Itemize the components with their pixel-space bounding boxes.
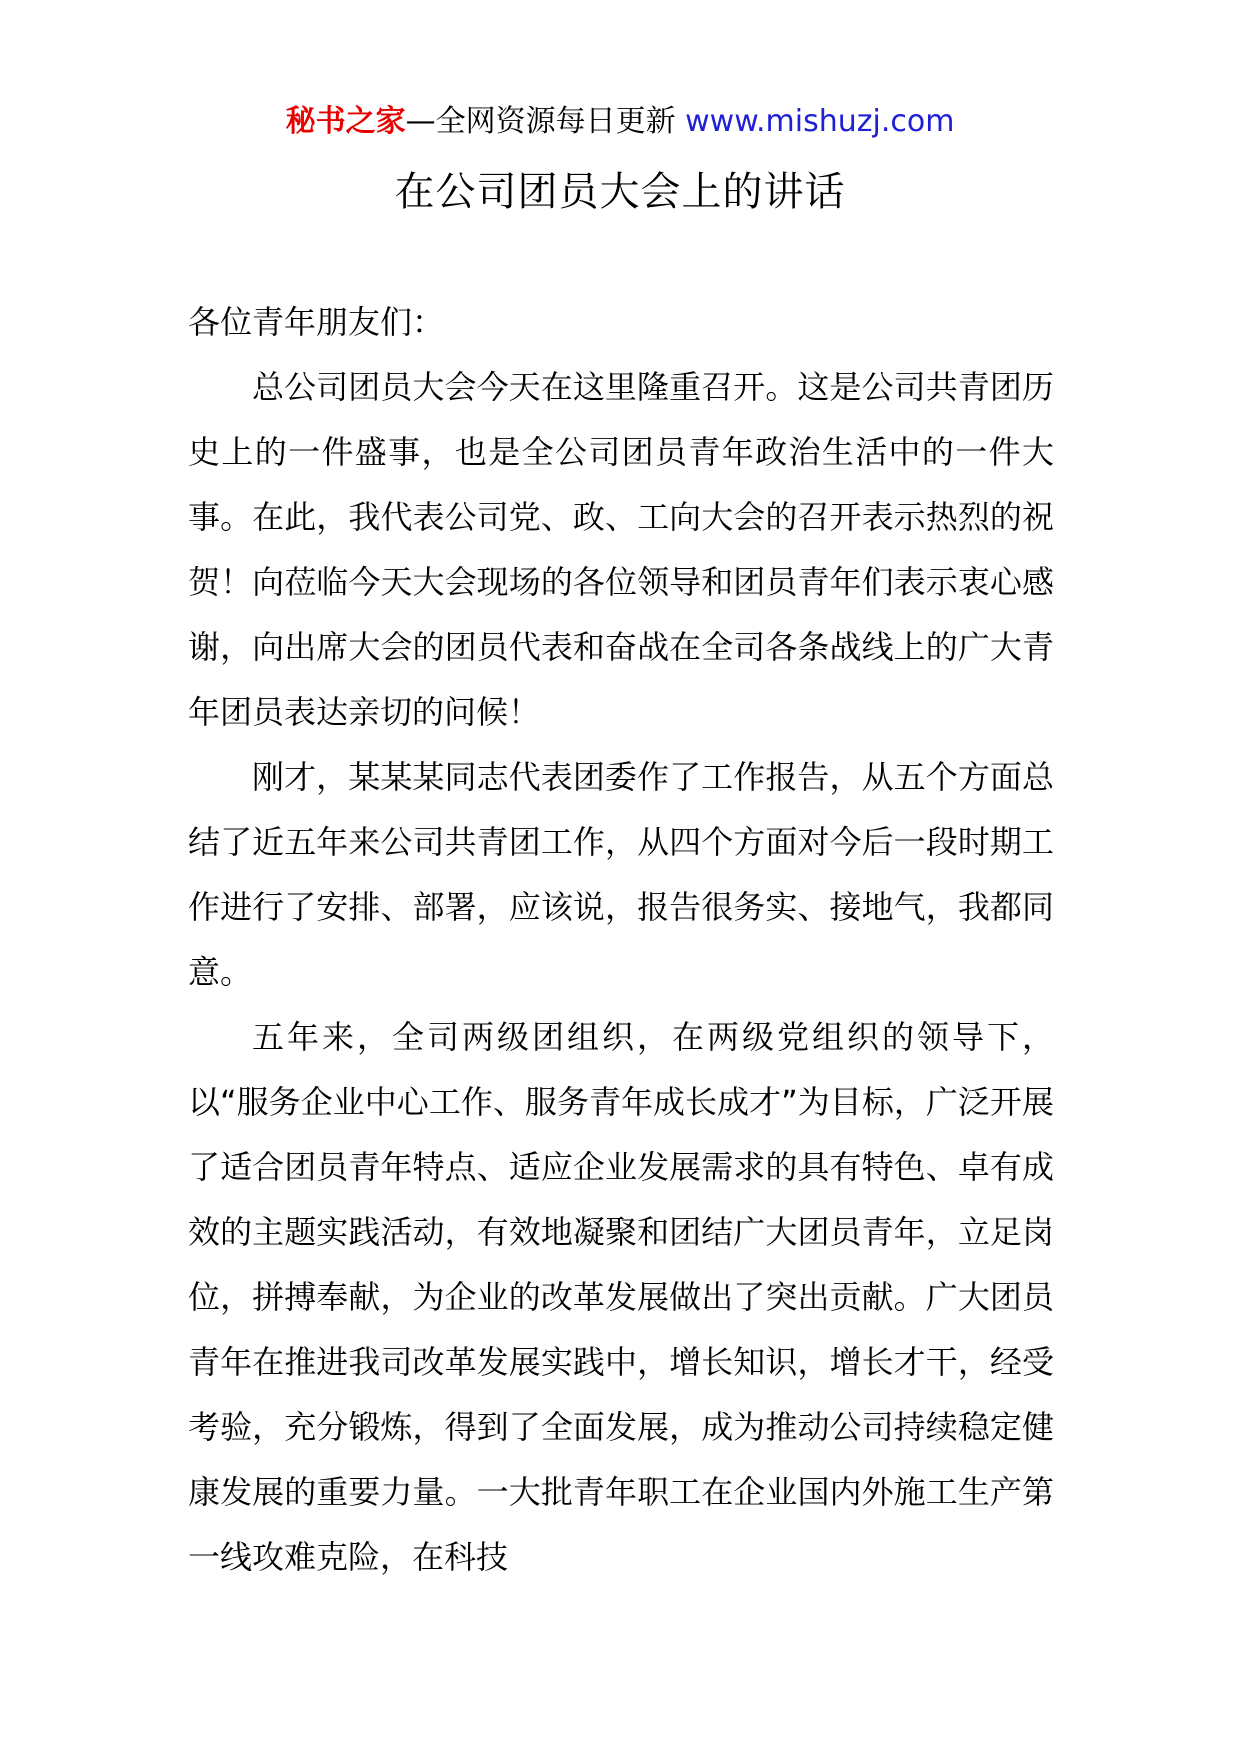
paragraph-1: 总公司团员大会今天在这里隆重召开。这是公司共青团历史上的一件盛事，也是全公司团员青年政治生活中的一件大事。在此，我代表公司党、政、工向大会的召开表示热烈的祝贺！向莅临今天大会现场的各位领导和团员青年们表示衷心感谢，向出席大会的团员代表和奋战在全司各条战线上的广大青年团员表达亲切的问候！	[188, 368, 1054, 731]
paragraph-2: 刚才，某某某同志代表团委作了工作报告，从五个方面总结了近五年来公司共青团工作，从四个方面对今后一段时期工作进行了安排、部署，应该说，报告很务实、接地气，我都同意。	[188, 758, 1054, 991]
header-banner	[0, 100, 1240, 144]
brand-name: 秘书之家	[285, 104, 406, 139]
paragraph-3: 五年来，全司两级团组织，在两级党组织的领导下，以“服务企业中心工作、服务青年成长成才”为目标，广泛开展了适合团员青年特点、适应企业发展需求的具有特色、卓有成效的主题实践活动，有效地凝聚和团结广大团员青年，立足岗位，拼搏奉献，为企业的改革发展做出了突出贡献。广大团员青年在推进我司改革发展实践中，增长知识，增长才干，经受考验，充分锻炼，得到了全面发展，成为推动公司持续稳定健康发展的重要力量。一大批青年职工在企业国内外施工生产第一线攻难克险，在科技	[188, 1018, 1054, 1576]
site-url-link[interactable]: www.mishuzj.com	[685, 104, 955, 139]
salutation: 各位青年朋友们：	[188, 303, 445, 341]
document-body	[188, 290, 1054, 1590]
document-title: 在公司团员大会上的讲话	[394, 169, 846, 215]
header-tagline: —全网资源每日更新	[405, 104, 676, 139]
